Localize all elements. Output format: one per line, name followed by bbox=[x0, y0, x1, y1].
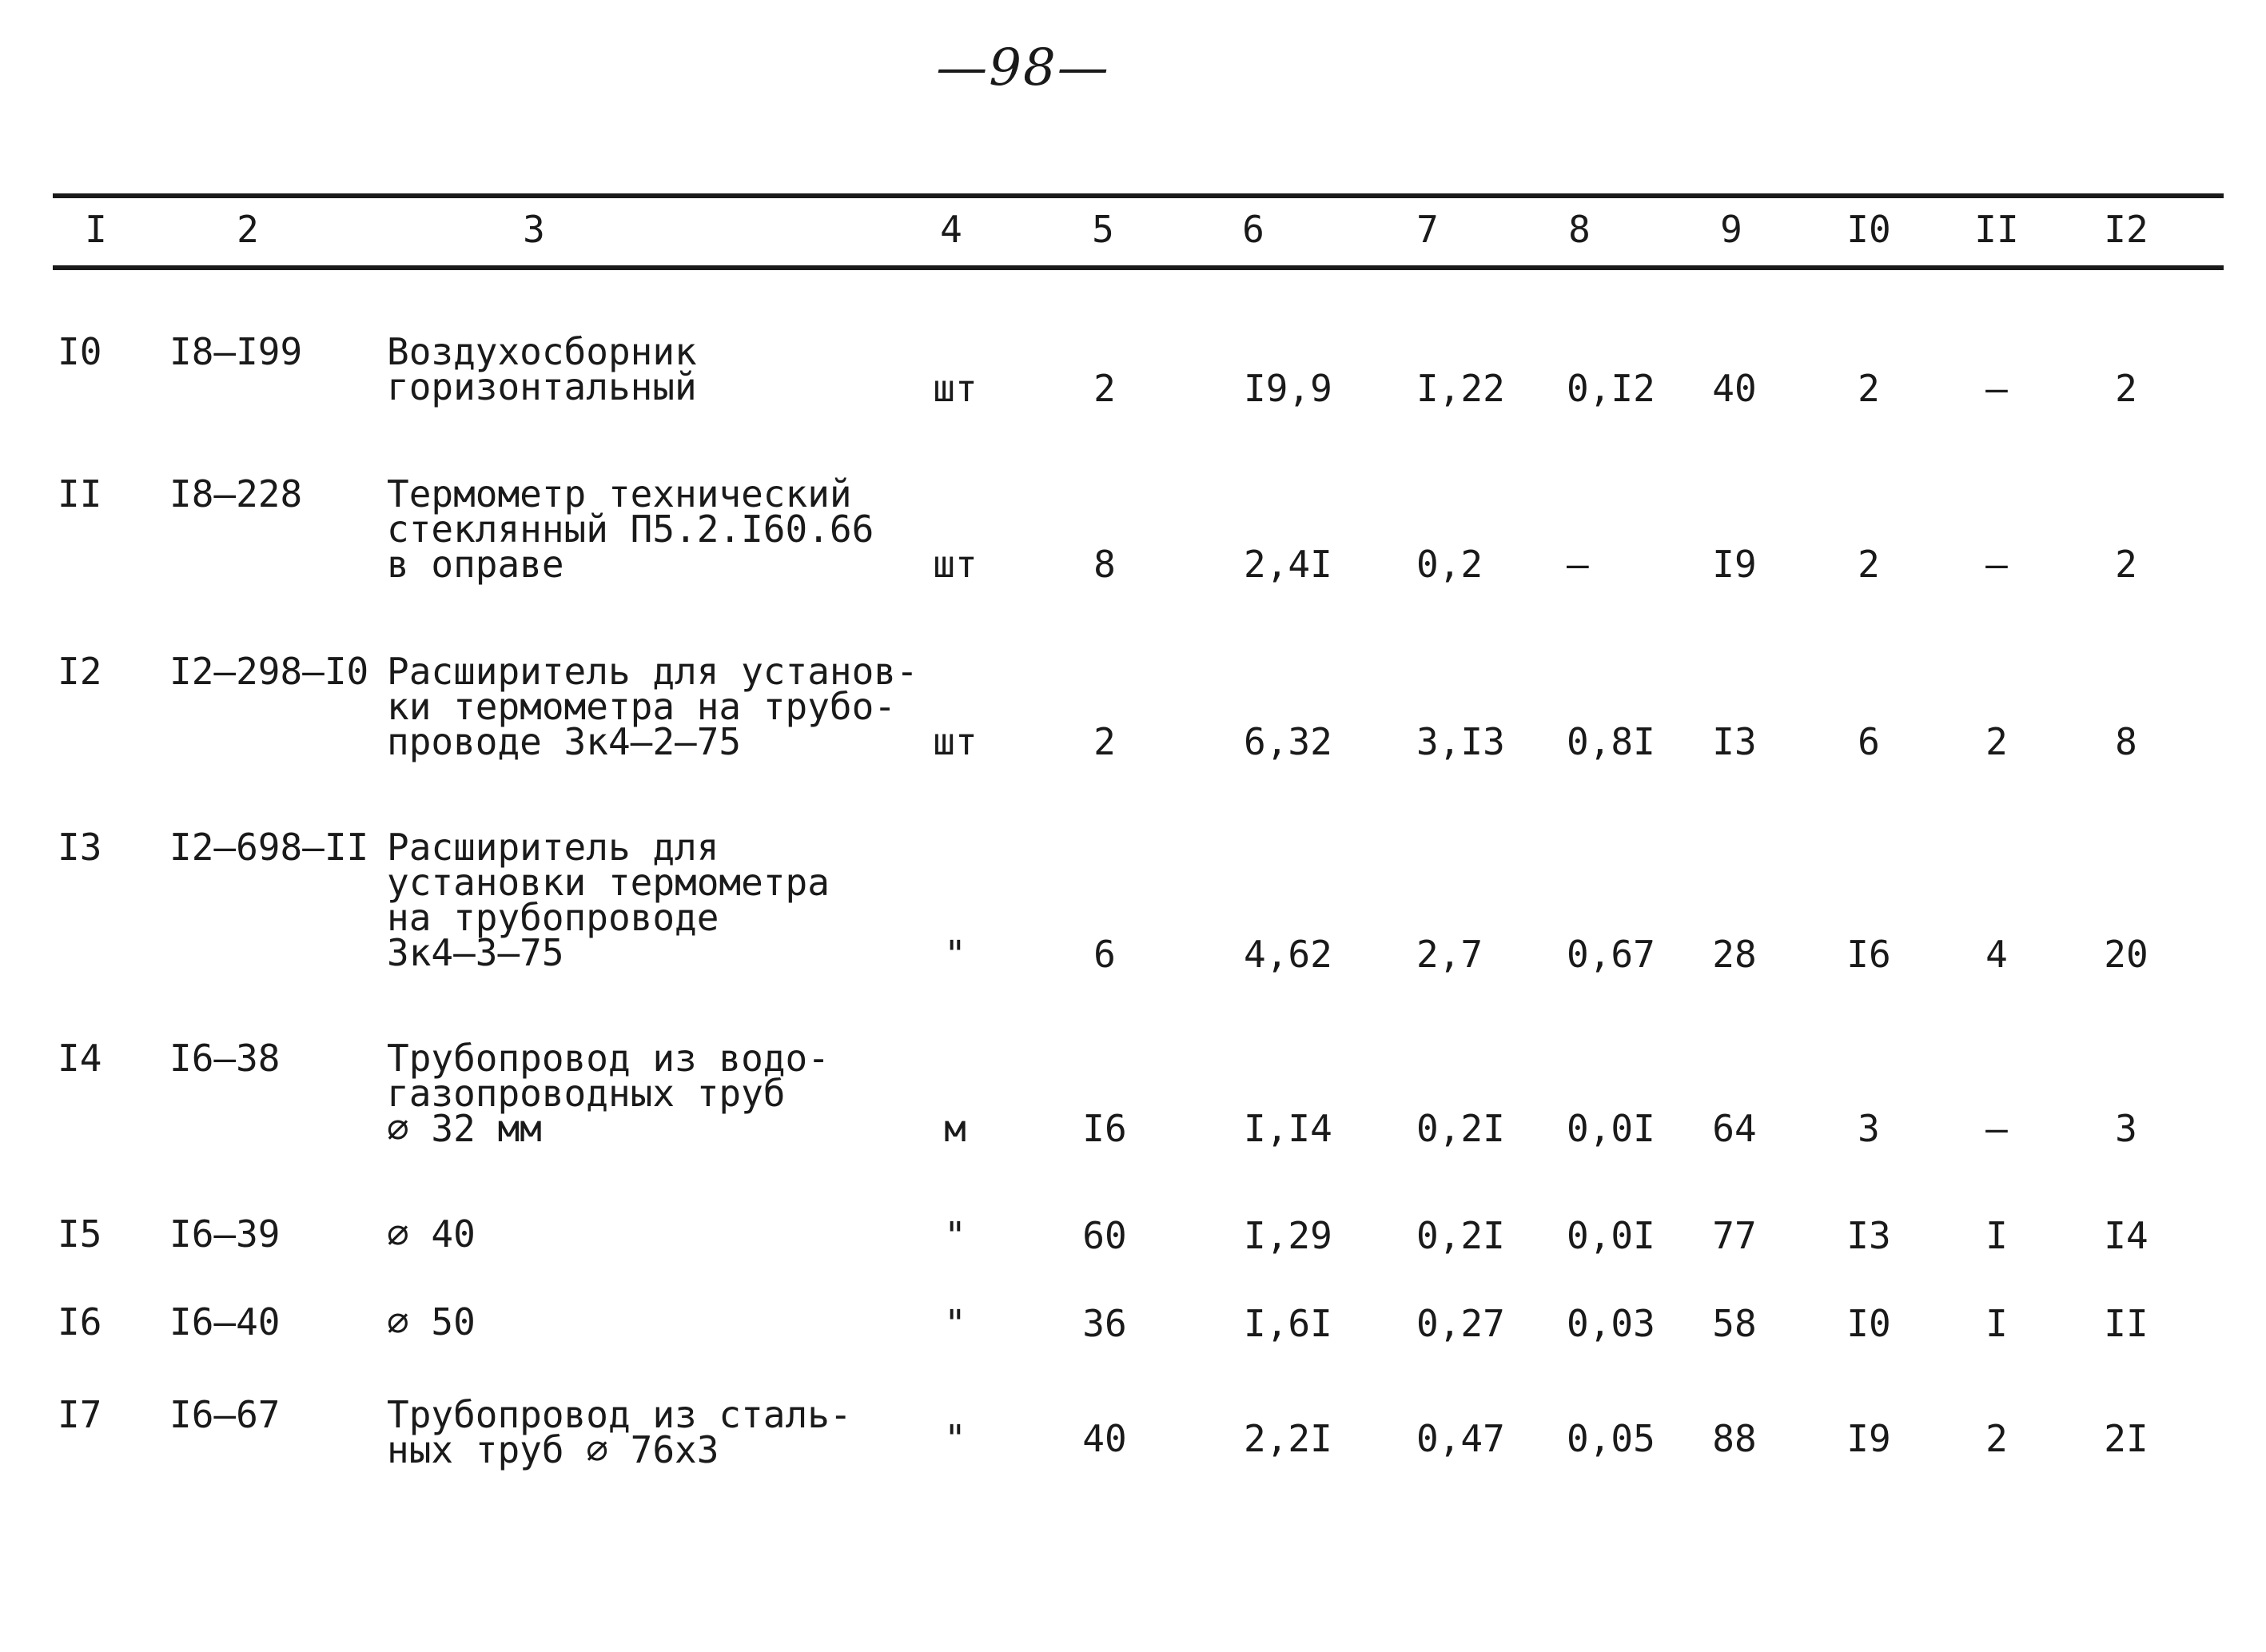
value-cell-c5: I6 bbox=[1082, 1107, 1127, 1150]
item-description: Расширитель для установ- ки термометра на трубо- проводе 3к4–2–75 bbox=[387, 650, 918, 763]
unit-cell: шт bbox=[933, 543, 978, 586]
value-cell-c11: – bbox=[1985, 543, 2008, 586]
row-number: II bbox=[58, 472, 102, 516]
item-description: Трубопровод из водо- газопроводных труб ⌀ 32 мм bbox=[387, 1037, 830, 1150]
price-code: I6–67 bbox=[169, 1393, 281, 1436]
column-header: 4 bbox=[940, 208, 962, 251]
value-cell-c7: 0,2 bbox=[1416, 543, 1483, 586]
value-cell-c12: 3 bbox=[2115, 1107, 2137, 1150]
value-cell-c9: 28 bbox=[1712, 933, 1757, 976]
row-number: I0 bbox=[58, 330, 102, 373]
value-cell-c11: 2 bbox=[1985, 720, 2008, 763]
value-cell-c7: I,22 bbox=[1416, 367, 1505, 410]
row-number: I5 bbox=[58, 1212, 102, 1256]
value-cell-c8: 0,0I bbox=[1567, 1214, 1655, 1257]
value-cell-c5: 2 bbox=[1093, 367, 1116, 410]
value-cell-c11: I bbox=[1985, 1214, 2008, 1257]
price-code: I2–298–I0 bbox=[169, 650, 369, 693]
value-cell-c9: 40 bbox=[1712, 367, 1757, 410]
value-cell-c11: 4 bbox=[1985, 933, 2008, 976]
column-header: II bbox=[1974, 208, 2019, 251]
value-cell-c11: 2 bbox=[1985, 1417, 2008, 1460]
column-header: 5 bbox=[1092, 208, 1114, 251]
row-number: I6 bbox=[58, 1300, 102, 1343]
value-cell-c6: I,I4 bbox=[1244, 1107, 1332, 1150]
column-header: 8 bbox=[1568, 208, 1591, 251]
price-code: I8–228 bbox=[169, 472, 303, 516]
row-number: I4 bbox=[58, 1037, 102, 1080]
value-cell-c10: I6 bbox=[1846, 933, 1891, 976]
value-cell-c7: 0,27 bbox=[1416, 1302, 1505, 1345]
value-cell-c7: 0,2I bbox=[1416, 1107, 1505, 1150]
value-cell-c10: I0 bbox=[1846, 1302, 1891, 1345]
row-number: I3 bbox=[58, 826, 102, 869]
value-cell-c6: 4,62 bbox=[1244, 933, 1332, 976]
value-cell-c9: I9 bbox=[1712, 543, 1757, 586]
price-code: I8–I99 bbox=[169, 330, 303, 373]
item-description: Расширитель для установки термометра на трубопроводе 3к4–3–75 bbox=[387, 826, 830, 974]
value-cell-c10: 2 bbox=[1858, 367, 1880, 410]
value-cell-c9: 58 bbox=[1712, 1302, 1757, 1345]
value-cell-c6: I,29 bbox=[1244, 1214, 1332, 1257]
unit-cell: м bbox=[944, 1107, 966, 1150]
value-cell-c11: I bbox=[1985, 1302, 2008, 1345]
unit-cell: " bbox=[944, 1302, 966, 1345]
unit-cell: шт bbox=[933, 367, 978, 410]
price-code: I6–39 bbox=[169, 1212, 281, 1256]
value-cell-c9: 88 bbox=[1712, 1417, 1757, 1460]
item-description: ⌀ 50 bbox=[387, 1300, 476, 1343]
value-cell-c8: 0,05 bbox=[1567, 1417, 1655, 1460]
value-cell-c11: – bbox=[1985, 1107, 2008, 1150]
table-header-rule bbox=[53, 265, 2224, 270]
value-cell-c5: 60 bbox=[1082, 1214, 1127, 1257]
column-header: I2 bbox=[2104, 208, 2149, 251]
value-cell-c8: – bbox=[1567, 543, 1589, 586]
value-cell-c8: 0,8I bbox=[1567, 720, 1655, 763]
value-cell-c5: 40 bbox=[1082, 1417, 1127, 1460]
unit-cell: " bbox=[944, 1214, 966, 1257]
column-header: I bbox=[85, 208, 107, 251]
unit-cell: шт bbox=[933, 720, 978, 763]
table-top-rule bbox=[53, 193, 2224, 198]
row-number: I7 bbox=[58, 1393, 102, 1436]
value-cell-c7: 0,47 bbox=[1416, 1417, 1505, 1460]
page-number: —98— bbox=[936, 38, 1110, 98]
value-cell-c5: 6 bbox=[1093, 933, 1116, 976]
value-cell-c8: 0,03 bbox=[1567, 1302, 1655, 1345]
item-description: ⌀ 40 bbox=[387, 1212, 476, 1256]
value-cell-c10: I3 bbox=[1846, 1214, 1891, 1257]
value-cell-c12: 8 bbox=[2115, 720, 2137, 763]
value-cell-c6: 6,32 bbox=[1244, 720, 1332, 763]
price-code: I6–38 bbox=[169, 1037, 281, 1080]
price-code: I2–698–II bbox=[169, 826, 369, 869]
value-cell-c7: 3,I3 bbox=[1416, 720, 1505, 763]
column-header: 6 bbox=[1242, 208, 1264, 251]
column-header: 3 bbox=[523, 208, 545, 251]
value-cell-c5: 36 bbox=[1082, 1302, 1127, 1345]
value-cell-c5: 8 bbox=[1093, 543, 1116, 586]
value-cell-c9: 77 bbox=[1712, 1214, 1757, 1257]
value-cell-c6: 2,2I bbox=[1244, 1417, 1332, 1460]
value-cell-c6: 2,4I bbox=[1244, 543, 1332, 586]
value-cell-c9: I3 bbox=[1712, 720, 1757, 763]
value-cell-c5: 2 bbox=[1093, 720, 1116, 763]
value-cell-c9: 64 bbox=[1712, 1107, 1757, 1150]
value-cell-c7: 2,7 bbox=[1416, 933, 1483, 976]
value-cell-c8: 0,0I bbox=[1567, 1107, 1655, 1150]
column-header: 9 bbox=[1720, 208, 1742, 251]
value-cell-c12: 2I bbox=[2104, 1417, 2149, 1460]
value-cell-c10: 3 bbox=[1858, 1107, 1880, 1150]
value-cell-c8: 0,67 bbox=[1567, 933, 1655, 976]
column-header: I0 bbox=[1846, 208, 1891, 251]
value-cell-c6: I9,9 bbox=[1244, 367, 1332, 410]
unit-cell: " bbox=[944, 933, 966, 976]
unit-cell: " bbox=[944, 1417, 966, 1460]
value-cell-c12: 2 bbox=[2115, 367, 2137, 410]
value-cell-c11: – bbox=[1985, 367, 2008, 410]
item-description: Термометр технический стеклянный П5.2.I60.66 в оправе bbox=[387, 472, 874, 586]
value-cell-c6: I,6I bbox=[1244, 1302, 1332, 1345]
value-cell-c8: 0,I2 bbox=[1567, 367, 1655, 410]
value-cell-c12: II bbox=[2104, 1302, 2149, 1345]
value-cell-c10: 2 bbox=[1858, 543, 1880, 586]
column-header: 7 bbox=[1416, 208, 1439, 251]
price-code: I6–40 bbox=[169, 1300, 281, 1343]
value-cell-c10: 6 bbox=[1858, 720, 1880, 763]
value-cell-c10: I9 bbox=[1846, 1417, 1891, 1460]
column-header: 2 bbox=[237, 208, 259, 251]
value-cell-c12: 2 bbox=[2115, 543, 2137, 586]
item-description: Трубопровод из сталь- ных труб ⌀ 76х3 bbox=[387, 1393, 852, 1471]
row-number: I2 bbox=[58, 650, 102, 693]
item-description: Воздухосборник горизонтальный bbox=[387, 330, 697, 408]
value-cell-c7: 0,2I bbox=[1416, 1214, 1505, 1257]
value-cell-c12: I4 bbox=[2104, 1214, 2149, 1257]
value-cell-c12: 20 bbox=[2104, 933, 2149, 976]
